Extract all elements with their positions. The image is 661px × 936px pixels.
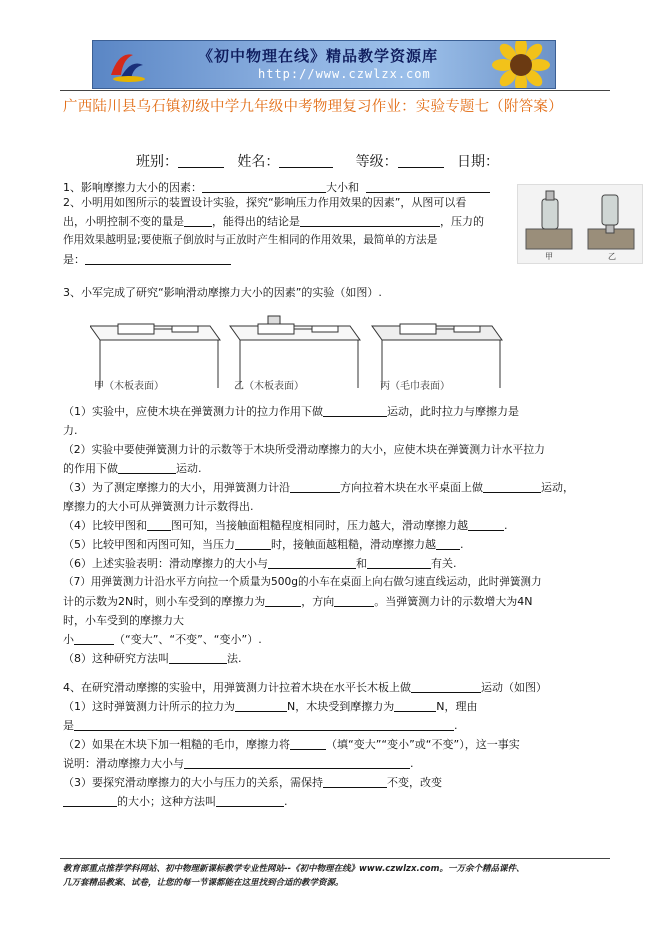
q3-p3-blank-2[interactable] <box>483 480 541 493</box>
q3-p8-blank[interactable] <box>169 651 227 664</box>
q4-p1-blank-3[interactable] <box>74 718 454 731</box>
bottle-label-right: 乙 <box>608 252 616 261</box>
student-info-line <box>136 151 499 171</box>
q4-p2-c: 说明：滑动摩擦力大小与 <box>63 757 184 770</box>
q4-p2-b: （填“变大”“变小”或“不变”），这一事实 <box>326 738 520 751</box>
q2-blank-1[interactable] <box>184 214 212 227</box>
fig-label-c: 丙（毛巾表面） <box>380 381 450 392</box>
q4-p1-c: N，理由 <box>436 700 478 713</box>
q3-p7-d: 。当弹簧测力计的示数增大为4N <box>374 595 533 608</box>
q4-p1-blank-2[interactable] <box>394 699 436 712</box>
q3-p3-c: 运动， <box>541 481 574 494</box>
q4-p3-blank-2[interactable] <box>63 794 117 807</box>
banner-url[interactable]: http://www.czwlzx.com <box>258 67 431 81</box>
class-label: 班别： <box>136 154 178 170</box>
footer-divider <box>60 858 610 859</box>
q4-p2-blank-2[interactable] <box>184 756 410 769</box>
q4-p1-d: 是 <box>63 719 74 732</box>
sunflower-icon <box>491 40 551 89</box>
q3-p1-a: （1）实验中，应使木块在弹簧测力计的拉力作用下做 <box>63 405 323 418</box>
date-label: 日期： <box>456 154 499 170</box>
question-2 <box>63 193 509 269</box>
q3-p4-c: . <box>504 519 508 532</box>
q3-p1-b: 运动，此时拉力与摩擦力是 <box>387 405 519 418</box>
footer-line-2: 几万套精品教案、试卷，让您的每一节课都能在这里找到合适的教学资源。 <box>63 878 344 888</box>
q3-p7-a: （7）用弹簧测力计沿水平方向拉一个质量为500g的小车在桌面上向右做匀速直线运动，此时弹簧测力 <box>63 576 542 588</box>
q4-intro-a: 4、在研究滑动摩擦的实验中，用弹簧测力计拉着木块在水平长木板上做 <box>63 681 411 694</box>
q3-p5-b: 时，接触面越粗糙，滑动摩擦力越 <box>271 538 436 551</box>
q3-p6-c: 有关. <box>431 557 457 570</box>
q1-blank-2[interactable] <box>366 180 490 193</box>
q3-p1-c: 力. <box>63 424 78 437</box>
q3-p7-b: 计的示数为2N时，则小车受到的摩擦力为 <box>63 595 266 608</box>
q4-p3-blank-3[interactable] <box>216 794 284 807</box>
question-3-parts <box>63 402 611 668</box>
name-blank[interactable] <box>279 153 333 168</box>
q4-p3-b: 不变，改变 <box>387 776 442 789</box>
q2-line-3: 作用效果越明显;要使瓶子倒放时与正放时产生相同的作用效果，最简单的方法是 <box>63 234 438 246</box>
q4-p2-blank[interactable] <box>290 737 326 750</box>
q3-p8-b: 法. <box>227 652 242 665</box>
q4-p2-a: （2）如果在木块下加一粗糙的毛巾，摩擦力将 <box>63 738 290 751</box>
q3-p3-blank-1[interactable] <box>290 480 340 493</box>
banner-title: 《初中物理在线》精品教学资源库 <box>198 47 439 65</box>
q4-p3-blank-1[interactable] <box>323 775 387 788</box>
question-4: 4、在研究滑动摩擦的实验中，用弹簧测力计拉着木块在水平长木板上做 运动（如图） （1）这时弹簧测力计所示的拉力为 N，木块受到摩擦力为 N，理由 是 . （2）如果在木块下加一粗糙的毛巾，摩擦力将 （填“变大”“变小”或“不变”），这一事实 说明：滑动摩擦力大小与 . （3）要探究滑动摩擦力的大小与压力的关系，需保持 不变，改变 的大小；这种方法叫 . <box>63 681 547 808</box>
q3-p7-g: （“变大”、“不变”、“变小”）. <box>114 633 262 646</box>
site-logo-icon <box>107 45 147 85</box>
q1-text-a: 1、影响摩擦力大小的因素： <box>63 181 202 194</box>
q3-p5-c: . <box>460 538 464 551</box>
q3-p6-b: 和 <box>356 557 367 570</box>
grade-blank[interactable] <box>398 153 444 168</box>
fig-label-a: 甲（木板表面） <box>94 381 164 392</box>
q2-text-2b: ，能得出的结论是 <box>212 215 300 228</box>
q3-p6-a: （6）上述实验表明：滑动摩擦力的大小与 <box>63 557 268 570</box>
header-divider <box>60 90 610 91</box>
q3-p7-blank-2[interactable] <box>334 594 374 607</box>
q4-intro-b: 运动（如图） <box>481 681 547 694</box>
q3-p7-f: 小 <box>63 633 74 646</box>
q2-text-2a: 出，小明控制不变的量是 <box>63 215 184 228</box>
name-label: 姓名： <box>237 154 280 170</box>
bottle-figure <box>517 184 643 264</box>
q1-blank-1[interactable] <box>202 180 326 193</box>
q4-p3-c: 的大小；这种方法叫 <box>117 795 216 808</box>
class-blank[interactable] <box>178 153 224 168</box>
q3-p7-c: ，方向 <box>301 595 335 608</box>
bottle-label-left: 甲 <box>545 252 553 261</box>
q3-p1-blank[interactable] <box>323 404 387 417</box>
q3-p5-a: （5）比较甲图和丙图可知，当压力 <box>63 538 235 551</box>
q3-p3-d: 摩擦力的大小可从弹簧测力计示数得出. <box>63 500 254 513</box>
q3-p2-a: （2）实验中要使弹簧测力计的示数等于木块所受滑动摩擦力的大小，应使木块在弹簧测力计水平拉力 <box>63 443 545 456</box>
q2-blank-2[interactable] <box>300 214 440 227</box>
q3-p2-blank[interactable] <box>118 461 176 474</box>
q4-intro-blank[interactable] <box>411 680 481 693</box>
q3-p4-a: （4）比较甲图和 <box>63 519 147 532</box>
q2-text-2c: ，压力的 <box>440 215 484 228</box>
q3-p5-blank-2[interactable] <box>436 537 460 550</box>
q3-p2-c: 运动. <box>176 462 202 475</box>
q3-p6-blank-2[interactable] <box>367 556 431 569</box>
q3-p7-blank-1[interactable] <box>265 594 301 607</box>
q4-p1-a: （1）这时弹簧测力计所示的拉力为 <box>63 700 235 713</box>
q4-p3-a: （3）要探究滑动摩擦力的大小与压力的关系，需保持 <box>63 776 323 789</box>
q3-p5-blank-1[interactable] <box>235 537 271 550</box>
q4-p1-b: N，木块受到摩擦力为 <box>287 700 395 713</box>
q3-p6-blank-1[interactable] <box>268 556 356 569</box>
document-title: 广西陆川县乌石镇初级中学九年级中考物理复习作业：实验专题七（附答案） <box>63 99 563 115</box>
q3-p8-a: （8）这种研究方法叫 <box>63 652 169 665</box>
footer <box>63 862 611 890</box>
fig-label-b: 乙（木板表面） <box>234 381 304 392</box>
q3-p4-blank-2[interactable] <box>468 518 504 531</box>
q3-p4-b: 图可知，当接触面粗糙程度相同时，压力越大，滑动摩擦力越 <box>171 519 468 532</box>
q1-text-b: 大小和 <box>326 181 359 194</box>
q3-p7-e: 时，小车受到的摩擦力大 <box>63 614 184 627</box>
q3-p4-blank-1[interactable] <box>147 518 171 531</box>
q3-p3-a: （3）为了测定摩擦力的大小，用弹簧测力计沿 <box>63 481 290 494</box>
q3-intro: 3、小军完成了研究“影响滑动摩擦力大小的因素”的实验（如图）. <box>63 286 382 299</box>
q4-p1-blank-1[interactable] <box>235 699 287 712</box>
q2-text-4: 是： <box>63 253 85 266</box>
grade-label: 等级： <box>355 154 398 170</box>
footer-line-1: 教育部重点推荐学科网站、初中物理新课标教学专业性网站--《初中物理在线》www.czwlzx.com。一万余个精品课件、 <box>63 864 525 874</box>
header-banner <box>92 40 556 89</box>
q3-p3-b: 方向拉着木块在水平桌面上做 <box>340 481 483 494</box>
q2-line-1: 2、小明用如图所示的装置设计实验，探究“影响压力作用效果的因素”，从图可以看 <box>63 196 467 209</box>
q3-p2-b: 的作用下做 <box>63 462 118 475</box>
q3-p7-blank-3[interactable] <box>74 632 114 645</box>
q2-blank-3[interactable] <box>85 252 231 265</box>
